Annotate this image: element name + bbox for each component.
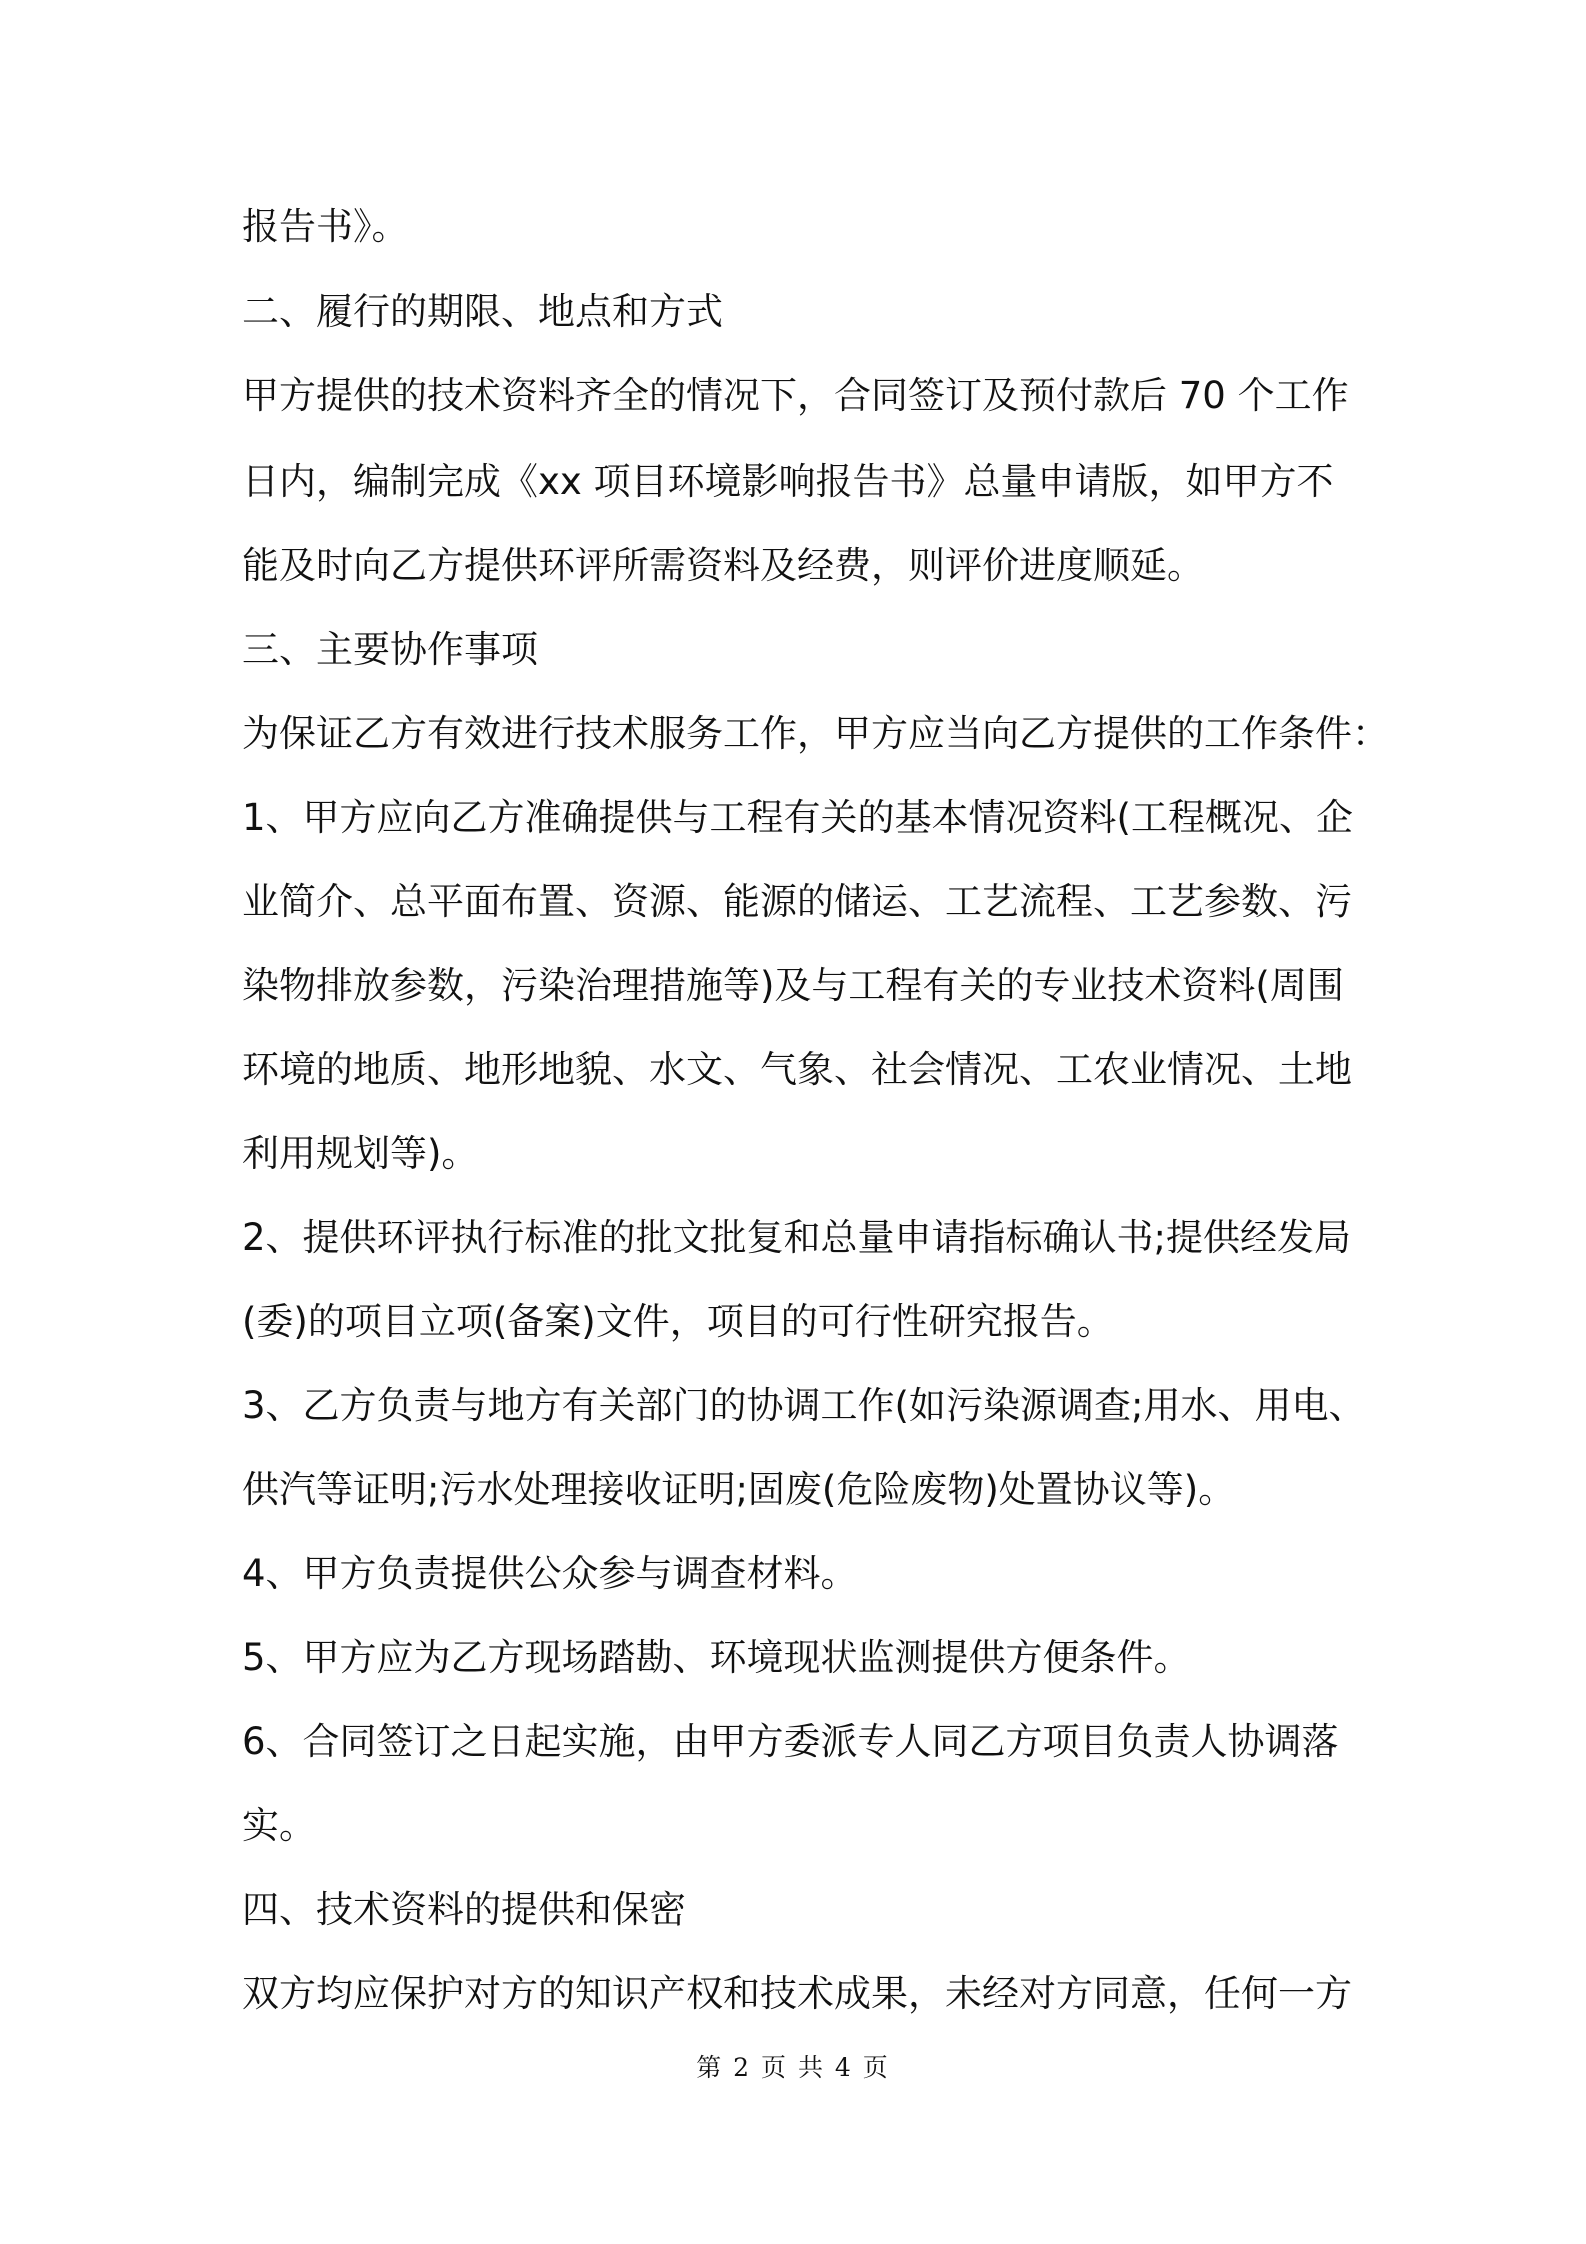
text-line: 5、甲方应为乙方现场踏勘、环境现状监测提供方便条件。 xyxy=(242,1636,1191,1679)
text-line: 日内，编制完成《xx 项目环境影响报告书》总量申请版，如甲方不 xyxy=(242,460,1334,503)
text-line: 2、提供环评执行标准的批文批复和总量申请指标确认书;提供经发局 xyxy=(242,1216,1352,1259)
text-line: 业简介、总平面布置、资源、能源的储运、工艺流程、工艺参数、污 xyxy=(242,880,1352,923)
text-line: 3、乙方负责与地方有关部门的协调工作(如污染源调查;用水、用电、 xyxy=(242,1384,1366,1427)
text-line: 1、甲方应向乙方准确提供与工程有关的基本情况资料(工程概况、企 xyxy=(242,796,1353,839)
section-heading: 二、履行的期限、地点和方式 xyxy=(242,290,723,333)
section-heading: 三、主要协作事项 xyxy=(242,628,538,671)
text-line: 4、甲方负责提供公众参与调查材料。 xyxy=(242,1552,858,1595)
page-indicator: 第 2 页 共 4 页 xyxy=(696,2053,890,2082)
text-line: 实。 xyxy=(242,1804,316,1847)
text-line: 环境的地质、地形地貌、水文、气象、社会情况、工农业情况、土地 xyxy=(242,1048,1352,1091)
text-line: 染物排放参数，污染治理措施等)及与工程有关的专业技术资料(周围 xyxy=(242,964,1344,1007)
text-line: 供汽等证明;污水处理接收证明;固废(危险废物)处置协议等)。 xyxy=(242,1468,1236,1511)
text-line: 甲方提供的技术资料齐全的情况下，合同签订及预付款后 70 个工作 xyxy=(242,374,1349,417)
text-line: 报告书》。 xyxy=(242,205,409,248)
text-line: 利用规划等)。 xyxy=(242,1132,479,1175)
text-line: (委)的项目立项(备案)文件，项目的可行性研究报告。 xyxy=(242,1300,1114,1343)
text-line: 为保证乙方有效进行技术服务工作，甲方应当向乙方提供的工作条件： xyxy=(242,712,1389,755)
section-heading: 四、技术资料的提供和保密 xyxy=(242,1888,686,1931)
text-line: 6、合同签订之日起实施，由甲方委派专人同乙方项目负责人协调落 xyxy=(242,1720,1339,1763)
text-line: 双方均应保护对方的知识产权和技术成果，未经对方同意，任何一方 xyxy=(242,1972,1352,2015)
text-line: 能及时向乙方提供环评所需资料及经费，则评价进度顺延。 xyxy=(242,544,1204,587)
